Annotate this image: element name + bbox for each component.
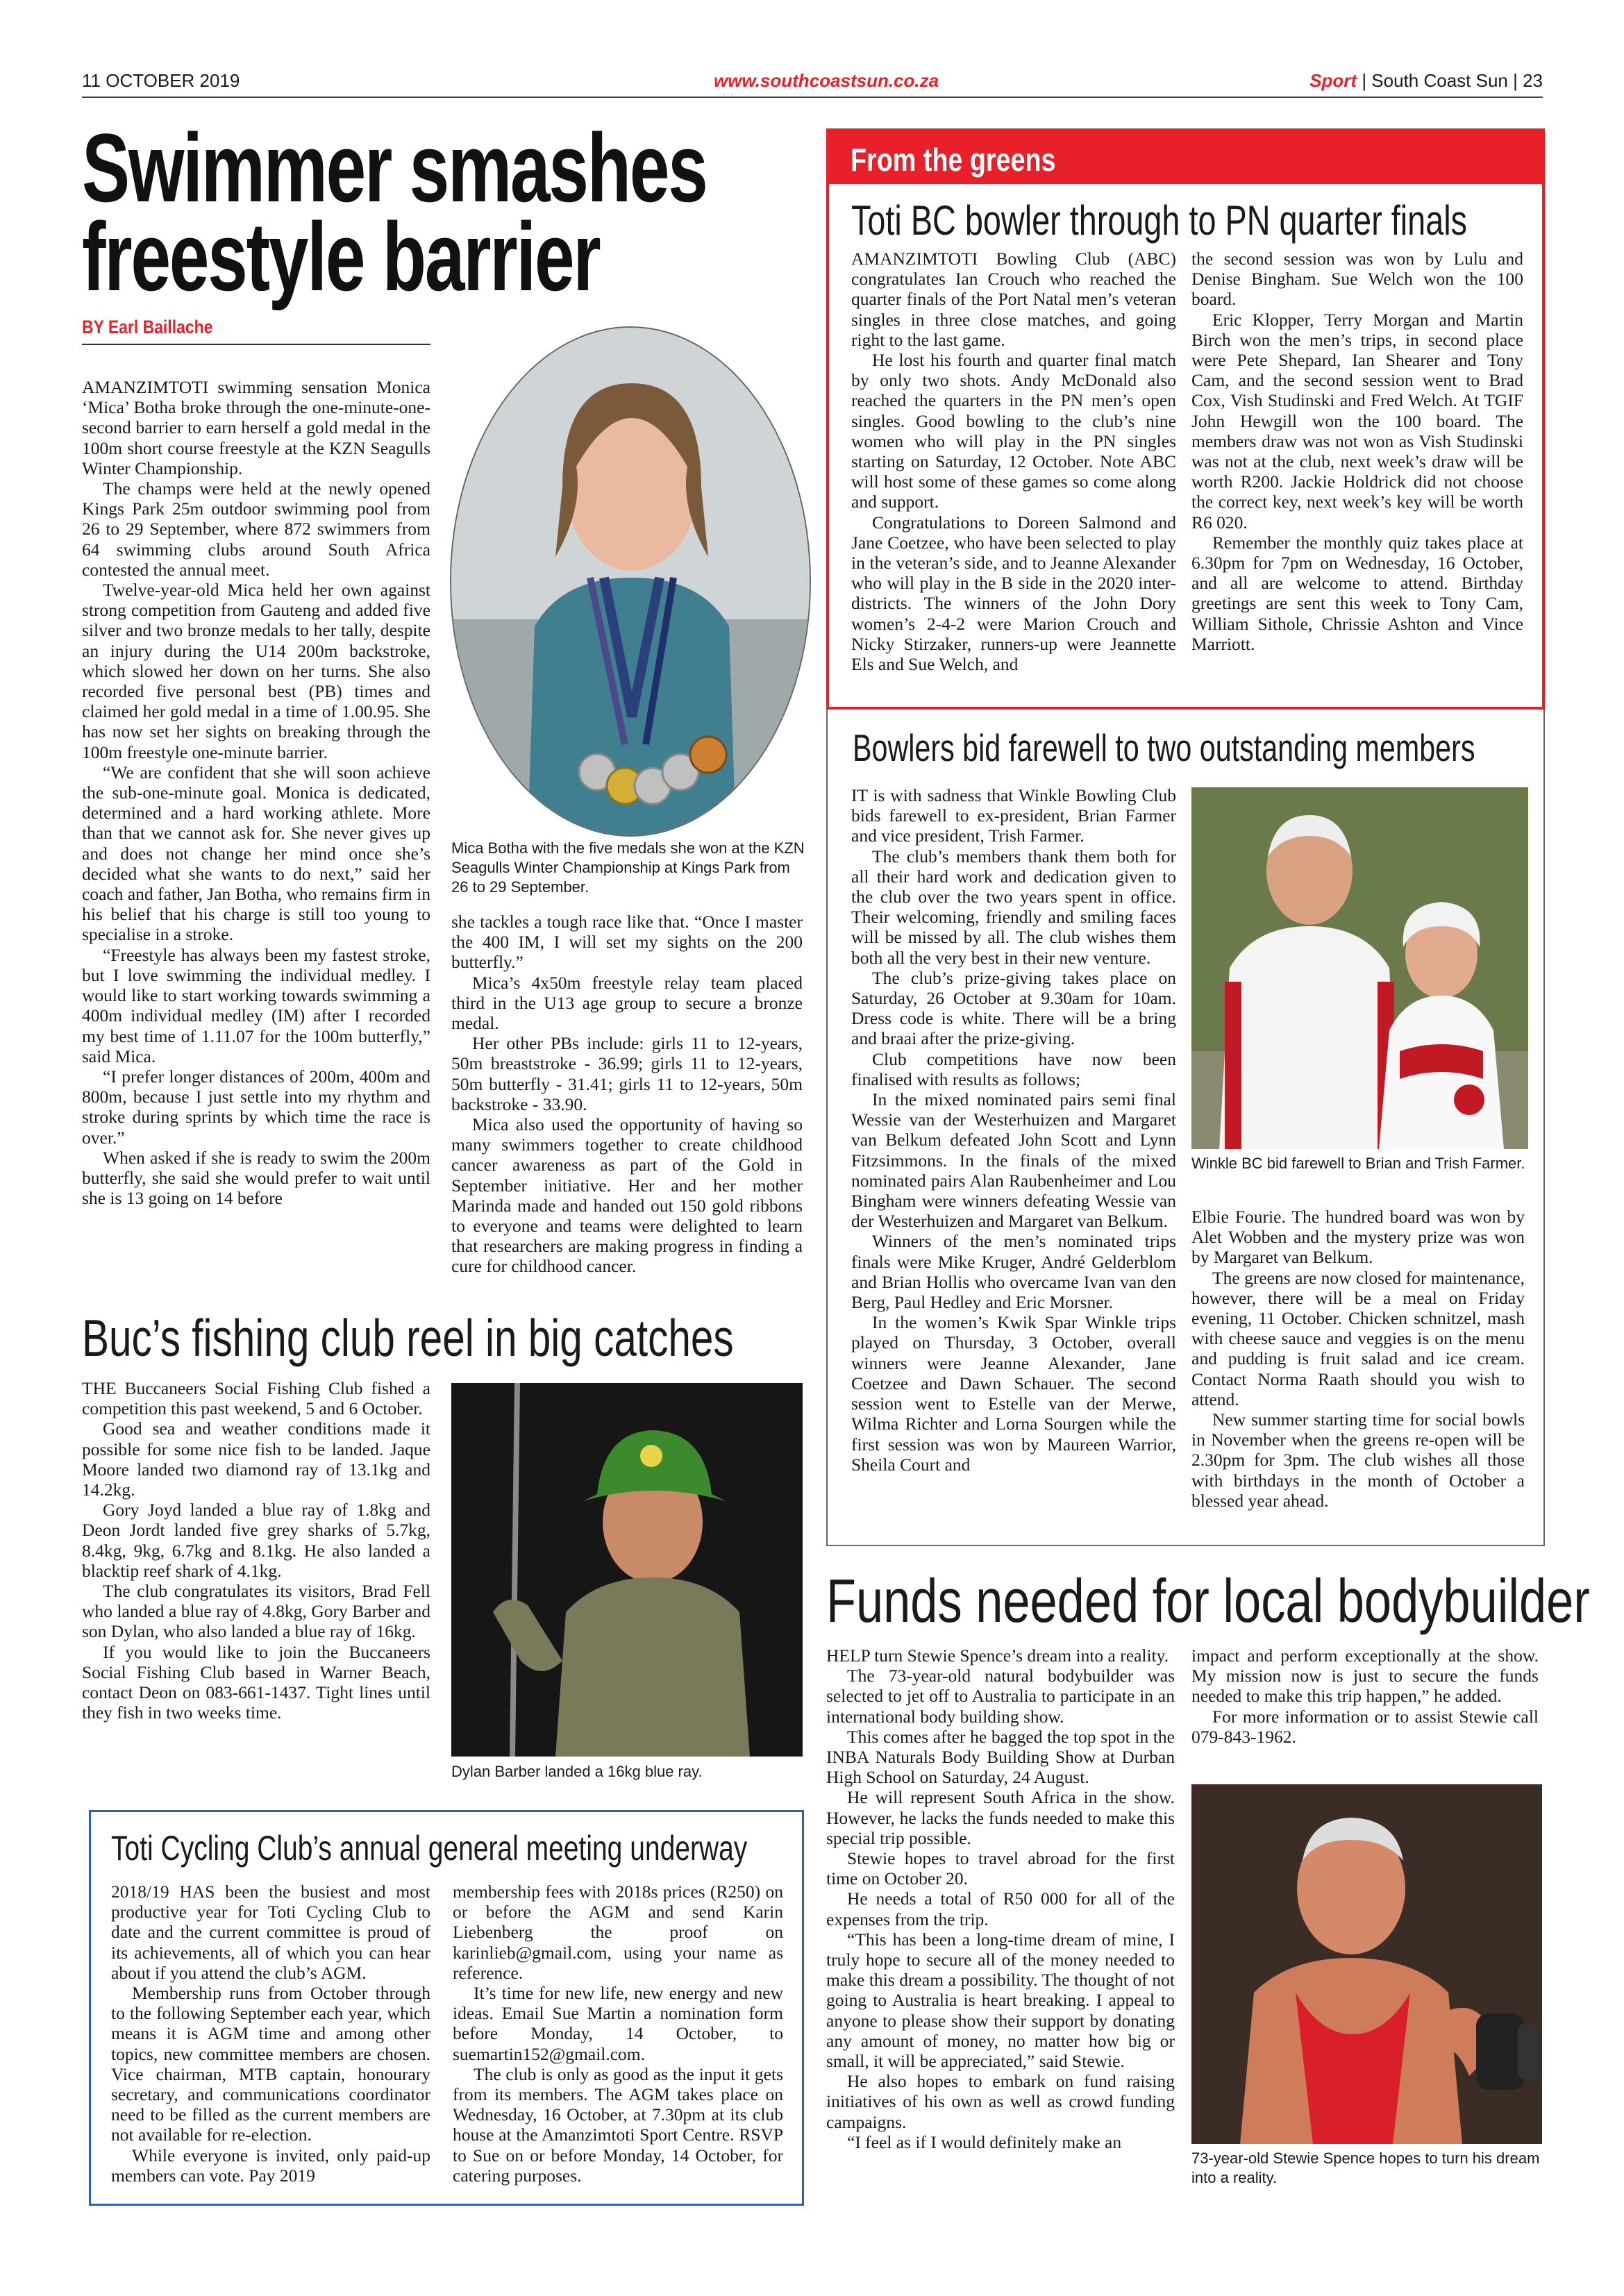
bowlers-photo-illustration bbox=[1191, 787, 1528, 1149]
paper-name: South Coast Sun bbox=[1371, 70, 1508, 91]
fishing-body bbox=[82, 1378, 430, 1723]
paragraph: “We are confident that she will soon achieve the sub-one-minute goal. Monica is dedicated, determined and a hard working athlete. More than that we cannot ask for. She never gives up and does not change her mind once she’s decided what she wants to do next,” said her coach and father, Jan Botha, who remains firm in his belief that his charge is still too young to specialise in a stroke. bbox=[82, 762, 430, 945]
greens-column-1 bbox=[851, 249, 1176, 674]
paragraph: IT is with sadness that Winkle Bowling Club bids farewell to ex-president, Brian Farmer and vice president, Trish Farmer. bbox=[851, 785, 1176, 846]
swimmer-headline-line2: freestyle barrier bbox=[82, 202, 600, 311]
paragraph: In the mixed nominated pairs semi final Wessie van der Westerhuizen and Margaret van Belkum defeated John Scott and Lynn Fitzsimmons. In the finals of the mixed nominated pairs Alan Raubenheimer and Lou Bingham were winners defeating Wessie van der Westerhuizen and Margaret van Belkum. bbox=[851, 1089, 1176, 1232]
bowlers-column-2 bbox=[1191, 1207, 1525, 1511]
issue-date: 11 OCTOBER 2019 bbox=[82, 70, 240, 91]
paragraph: The greens are now closed for maintenance, however, there will be a meal on Friday evening, 11 October. Chicken schnitzel, mash with cheese sauce and veggies is on the menu and pudding is fruit salad and ice cream. Contact Norma Raath should you wish to attend. bbox=[1191, 1267, 1525, 1409]
swimmer-byline: BY Earl Baillache bbox=[82, 317, 213, 337]
swimmer-column-1 bbox=[82, 377, 430, 1208]
paragraph: While everyone is invited, only paid-up members can vote. Pay 2019 bbox=[111, 2145, 430, 2186]
bodybuilder-headline: Funds needed for local bodybuilder bbox=[826, 1566, 1590, 1635]
paragraph: He needs a total of R50 000 for all of the expenses from the trip. bbox=[826, 1888, 1175, 1929]
fishing-headline: Buc’s fishing club reel in big catches bbox=[82, 1309, 734, 1367]
paragraph: Membership runs from October through to the following September each year, which means it is AGM time and among other topics, new committee members are chosen. Vice chairman, MTB captain, honourary secretary, and communications coordinator need to be filled as the current members are not available for re-election. bbox=[111, 1983, 430, 2145]
paragraph: the second session was won by Lulu and Denise Bingham. Sue Welch won the 100 board. bbox=[1191, 249, 1523, 310]
paragraph: The club’s members thank them both for all their hard work and dedication given to the club over the two years spent in office. Their welcoming, friendly and smiling faces will be missed by all. The club wishes them both all the very best in their new venture. bbox=[851, 846, 1176, 968]
paragraph: The 73-year-old natural bodybuilder was selected to jet off to Australia to participate in an international body building show. bbox=[826, 1666, 1175, 1727]
paragraph: membership fees with 2018s prices (R250) on or before the AGM and send Karin Liebenberg the proof on karinlieb@gmail.com, using your name as reference. bbox=[453, 1882, 783, 1983]
bowlers-caption: Winkle BC bid farewell to Brian and Trish Farmer. bbox=[1191, 1155, 1525, 1172]
paragraph: impact and perform exceptionally at the show. My mission now is just to secure the funds needed to make this trip happen,” he added. bbox=[1191, 1645, 1539, 1707]
bodybuilder-column-1 bbox=[826, 1645, 1175, 2152]
paragraph: Good sea and weather conditions made it possible for some nice fish to be landed. Jaque Moore landed two diamond ray of 13.1kg and 14.2kg. bbox=[82, 1418, 430, 1500]
paragraph: If you would like to join the Buccaneers Social Fishing Club based in Warner Beach, contact Deon on 083-661-1437. Tight lines until they fish in two weeks time. bbox=[82, 1641, 430, 1723]
bowlers-column-1 bbox=[851, 785, 1176, 1475]
cycling-column-2 bbox=[453, 1882, 783, 2186]
paragraph: “This has been a long-time dream of mine, I truly hope to secure all of the money needed to make this dream a possibility. The thought of not going to Australia is heart breaking. I appeal to anyone to please show their support by donating any amount of money, no matter how big or small, it will be appreciated,” said Stewie. bbox=[826, 1929, 1175, 2072]
paragraph: HELP turn Stewie Spence’s dream into a reality. bbox=[826, 1645, 1169, 1666]
paragraph: she tackles a tough race like that. “Once I master the 400 IM, I will set my sights on the 200 butterfly.” bbox=[451, 912, 803, 973]
section-label: Sport | South Coast Sun | 23 bbox=[1309, 70, 1543, 91]
paragraph: For more information or to assist Stewie call 079-843-1962. bbox=[1191, 1706, 1539, 1747]
paragraph: New summer starting time for social bowls in November when the greens re-open will be 2.30pm for 3pm. The club wishes all those with birthdays in the month of October a blessed year ahead. bbox=[1191, 1409, 1525, 1511]
paragraph: “I feel as if I would definitely make an bbox=[847, 2131, 1122, 2152]
paragraph: Her other PBs include: girls 11 to 12-years, 50m breaststroke - 36.99; girls 11 to 12-years, 50m butterfly - 31.41; girls 11 to 12-years, 50m backstroke - 33.90. bbox=[451, 1033, 803, 1114]
paragraph: Twelve-year-old Mica held her own against strong competition from Gauteng and added five silver and two bronze medals to her tally, despite an injury during the U14 200m backstroke, which slowed her down on her turns. She also recorded five personal best (PB) times and claimed her gold medal in a time of 1.00.95. She has now set her sights on breaking through the 100m freestyle one-minute barrier. bbox=[82, 580, 430, 762]
paragraph: Mica’s 4x50m freestyle relay team placed third in the U13 age group to secure a bronze medal. bbox=[451, 972, 803, 1034]
paragraph: AMANZIMTOTI Bowling Club (ABC) congratulates Ian Crouch who reached the quarter finals of the Port Natal men’s veteran singles in three close matches, and going right to the last game. bbox=[851, 249, 1176, 350]
fishing-caption: Dylan Barber landed a 16kg blue ray. bbox=[451, 1763, 703, 1780]
greens-column-2 bbox=[1191, 249, 1523, 654]
swimmer-column-2 bbox=[451, 912, 803, 1277]
paragraph: AMANZIMTOTI swimming sensation Monica ‘Mica’ Botha broke through the one-minute-one-second barrier to earn herself a gold medal in the 100m short course freestyle at the KZN Seagulls Winter Championship. bbox=[82, 377, 430, 478]
swimmer-photo-illustration bbox=[451, 328, 811, 837]
paragraph: He will represent South Africa in the show. However, he lacks the funds needed to make this special trip possible. bbox=[826, 1787, 1175, 1848]
paragraph: Mica also used the opportunity of having so many swimmers together to create childhood cancer awareness as part of the Gold in September initiative. Her and her mother Marinda made and handed out 150 gold ribbons to everyone and teams were delighted to learn that researchers are making progress in finding a cure for childhood cancer. bbox=[451, 1114, 803, 1277]
header-divider bbox=[82, 97, 1543, 98]
paragraph: This comes after he bagged the top spot in the INBA Naturals Body Building Show at Durban High School on Saturday, 24 August. bbox=[826, 1726, 1175, 1788]
paragraph: The club congratulates its visitors, Brad Fell who landed a blue ray of 4.8kg, Gory Barber and son Dylan, who also landed a blue ray of 16kg. bbox=[82, 1581, 430, 1642]
paragraph: When asked if she is ready to swim the 200m butterfly, she said she would prefer to wait until she is 13 going on 14 before bbox=[82, 1147, 430, 1209]
paragraph: The club’s prize-giving takes place on Saturday, 26 October at 9.30am for 10am. Dress code is white. There will be a bring and braai after the prize-giving. bbox=[851, 967, 1176, 1049]
greens-banner-title: From the greens bbox=[851, 142, 1056, 178]
paragraph: Remember the monthly quiz takes place at 6.30pm for 7pm on Wednesday, 16 October, and all are welcome to attend. Birthday greetings are sent this week to Tony Cam, William Sithole, Chrissie Ashton and Vince Marriott. bbox=[1191, 532, 1523, 654]
paragraph: “Freestyle has always been my fastest stroke, but I love swimming the individual medley. I would like to start working towards swimming a 400m individual medley (IM) after I recorded my best time of 1.11.07 for the 100m butterfly,” said Mica. bbox=[82, 944, 430, 1066]
paragraph: The club is only as good as the input it gets from its members. The AGM takes place on Wednesday, 16 October, at 7.30pm at its club house at the Amanzimtoti Sport Centre. RSVP to Sue on or before Monday, 14 October, for catering purposes. bbox=[453, 2063, 783, 2186]
paragraph: 2018/19 HAS been the busiest and most productive year for Toti Cycling Club to date and the current committee is proud of its achievements, all of which you can hear about if you attend the club’s AGM. bbox=[111, 1882, 430, 1983]
byline-rule bbox=[82, 344, 430, 345]
paragraph: Winners of the men’s nominated trips finals were Mike Kruger, André Gelderblom and Brian Hollis who overcame Ivan van den Berg, Paul Hedley and Eric Morsner. bbox=[851, 1231, 1176, 1313]
paragraph: Eric Klopper, Terry Morgan and Martin Birch won the men’s trips, in second place were Pete Shepard, Ian Shearer and Tony Cam, and the second session went to Brad Cox, Vish Studinski and Fred Welch. At TGIF John Hewgill won the 100 board. The members draw was not won as Vish Studinski was not at the club, next week’s draw will be worth R200. Jackie Holdrick did not choose the correct key, next week’s key will be worth R6 020. bbox=[1191, 309, 1523, 533]
swimmer-headline-line1: Swimmer smashes bbox=[82, 113, 707, 222]
paragraph: Congratulations to Doreen Salmond and Jane Coetzee, who have been selected to play in the veteran’s side, and to Jeanne Alexander who will play in the B side in the 2020 inter-districts. The winners of the John Dory women’s 2-4-2 were Marion Crouch and Nicky Stirzaker, runners-up were Jeannette Els and Sue Welch, and bbox=[851, 512, 1176, 675]
paragraph: Gory Joyd landed a blue ray of 1.8kg and Deon Jordt landed five grey sharks of 5.7kg, 8.4kg, 9kg, 6.7kg and 8.1kg. He also landed a blacktip reef shark of 4.1kg. bbox=[82, 1500, 430, 1581]
bodybuilder-photo bbox=[1191, 1784, 1542, 2144]
swimmer-photo bbox=[450, 326, 811, 837]
paragraph: Club competitions have now been finalised with results as follows; bbox=[851, 1048, 1176, 1089]
paragraph: “I prefer longer distances of 200m, 400m and 800m, because I just settle into my rhythm and stroke during sprints by which time the race is over.” bbox=[82, 1066, 430, 1148]
bodybuilder-caption: 73-year-old Stewie Spence hopes to turn his dream into a reality. bbox=[1191, 2150, 1540, 2186]
swimmer-caption: Mica Botha with the five medals she won at the KZN Seagulls Winter Championship at Kings Park from 26 to 29 September. bbox=[451, 839, 805, 896]
paragraph: The champs were held at the newly opened Kings Park 25m outdoor swimming pool from 26 to 29 September, where 872 swimmers from 64 swimming clubs around South Africa contested the annual meet. bbox=[82, 478, 430, 580]
paragraph: Elbie Fourie. The hundred board was won by Alet Wobben and the mystery prize was won by Margaret van Belkum. bbox=[1191, 1207, 1525, 1268]
paragraph: THE Buccaneers Social Fishing Club fished a competition this past weekend, 5 and 6 October. bbox=[82, 1378, 430, 1419]
bodybuilder-photo-illustration bbox=[1191, 1784, 1542, 2144]
paragraph: In the women’s Kwik Spar Winkle trips played on Thursday, 3 October, overall winners were Jeanne Alexander, Jane Coetzee and Dawn Schauer. The second session went to Estelle van der Merwe, Wilma Richter and Lorna Sourgen while the first session was won by Maureen Warrior, Sheila Court and bbox=[851, 1312, 1176, 1475]
paragraph: He also hopes to embark on fund raising initiatives of his own as well as crowd funding campaigns. bbox=[826, 2071, 1175, 2132]
bodybuilder-column-2 bbox=[1191, 1645, 1539, 1747]
fishing-photo bbox=[451, 1383, 803, 1757]
site-url[interactable]: www.southcoastsun.co.za bbox=[714, 70, 939, 91]
paragraph: He lost his fourth and quarter final match by only two shots. Andy McDonald also reached the quarters in the PN men’s open singles. Good bowling to the club’s nine women who will play in the PN singles starting on Saturday, 12 October. Note ABC will host some of these games so come along and support. bbox=[851, 350, 1176, 512]
section-name: Sport bbox=[1309, 70, 1357, 91]
paragraph: It’s time for new life, new energy and new ideas. Email Sue Martin a nomination form before Monday, 14 October, to suemartin152@gmail.com. bbox=[453, 1983, 783, 2064]
bowlers-headline: Bowlers bid farewell to two outstanding members bbox=[853, 726, 1475, 769]
fishing-photo-illustration bbox=[451, 1383, 803, 1757]
bowlers-photo bbox=[1191, 787, 1528, 1149]
cycling-headline: Toti Cycling Club’s annual general meeting underway bbox=[111, 1829, 748, 1868]
paragraph: Stewie hopes to travel abroad for the first time on October 20. bbox=[826, 1848, 1175, 1889]
greens-headline: Toti BC bowler through to PN quarter finals bbox=[851, 197, 1468, 244]
cycling-column-1 bbox=[111, 1882, 430, 2186]
page-number: 23 bbox=[1523, 70, 1543, 91]
